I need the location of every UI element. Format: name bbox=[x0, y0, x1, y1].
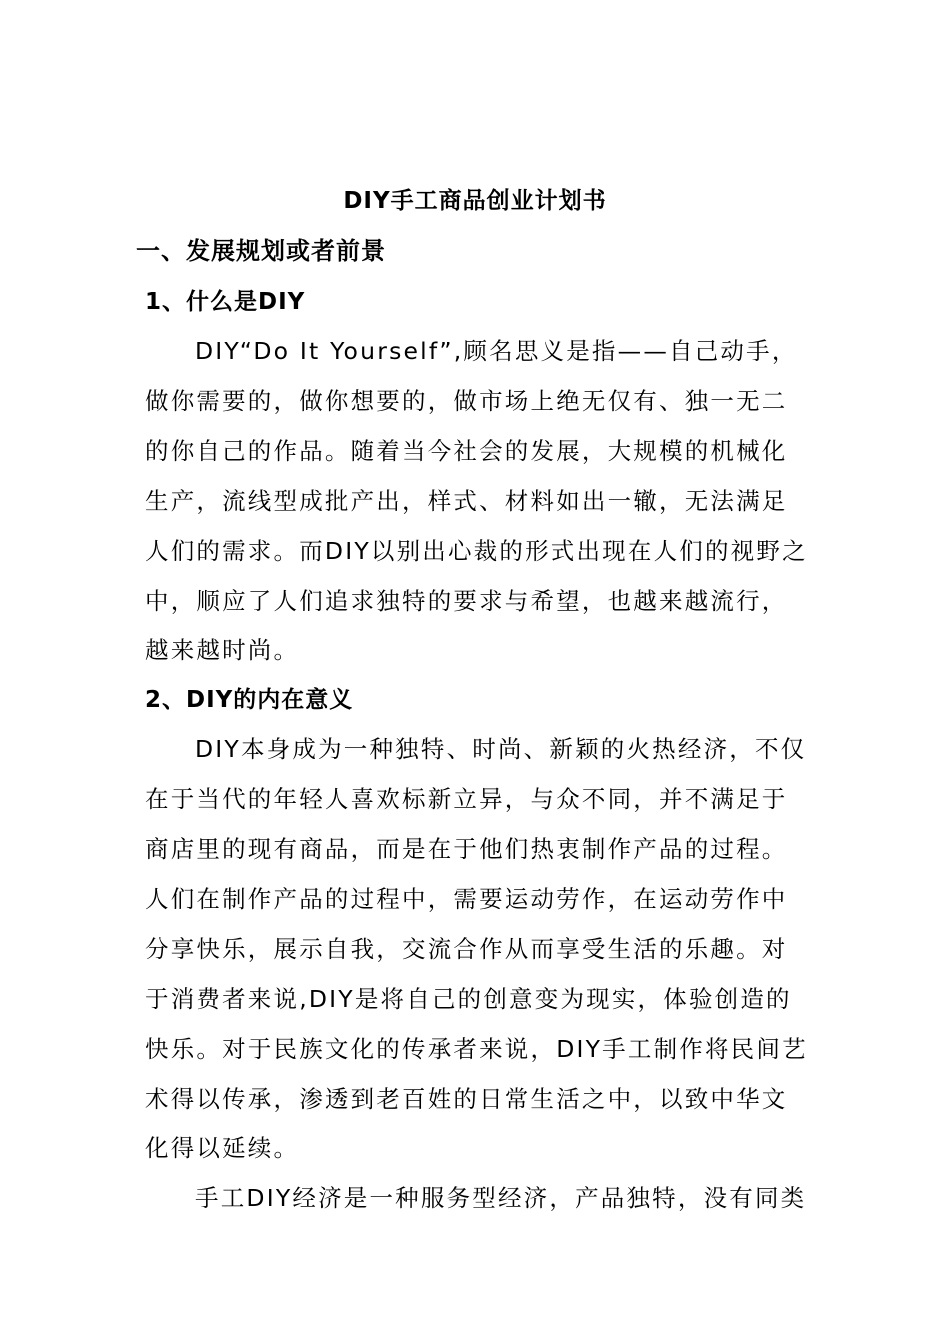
paragraph-line: 越来越时尚。 bbox=[145, 636, 300, 664]
paragraph-line: DIY“Do It Yourself”,顾名思义是指——自己动手， bbox=[195, 337, 798, 365]
paragraph-line: 人们在制作产品的过程中，需要运动劳作，在运动劳作中 bbox=[145, 885, 788, 913]
subsection-heading-diy-meaning: 2、DIY的内在意义 bbox=[145, 687, 354, 713]
document-title: DIY手工商品创业计划书 bbox=[343, 188, 607, 214]
paragraph-line: 化得以延续。 bbox=[145, 1134, 300, 1162]
paragraph-line: 快乐。对于民族文化的传承者来说，DIY手工制作将民间艺 bbox=[145, 1035, 808, 1063]
paragraph-line: 商店里的现有商品，而是在于他们热衷制作产品的过程。 bbox=[145, 835, 788, 863]
paragraph-line: 的你自己的作品。随着当今社会的发展，大规模的机械化 bbox=[145, 437, 788, 465]
subsection-heading-what-is-diy: 1、什么是DIY bbox=[145, 289, 306, 315]
paragraph-line: 术得以传承，渗透到老百姓的日常生活之中，以致中华文 bbox=[145, 1085, 788, 1113]
paragraph-line: 手工DIY经济是一种服务型经济，产品独特，没有同类 bbox=[195, 1184, 807, 1212]
paragraph-line: 人们的需求。而DIY以别出心裁的形式出现在人们的视野之 bbox=[145, 537, 808, 565]
paragraph-line: 分享快乐，展示自我，交流合作从而享受生活的乐趣。对 bbox=[145, 935, 788, 963]
paragraph-line: 于消费者来说,DIY是将自己的创意变为现实，体验创造的 bbox=[145, 985, 792, 1013]
paragraph-line: DIY本身成为一种独特、时尚、新颖的火热经济，不仅 bbox=[195, 735, 807, 763]
section-heading-1: 一、发展规划或者前景 bbox=[136, 237, 386, 265]
paragraph-line: 在于当代的年轻人喜欢标新立异，与众不同，并不满足于 bbox=[145, 785, 788, 813]
paragraph-line: 中，顺应了人们追求独特的要求与希望，也越来越流行， bbox=[145, 587, 788, 615]
paragraph-line: 生产，流线型成批产出，样式、材料如出一辙，无法满足 bbox=[145, 487, 788, 515]
paragraph-line: 做你需要的，做你想要的，做市场上绝无仅有、独一无二 bbox=[145, 387, 788, 415]
